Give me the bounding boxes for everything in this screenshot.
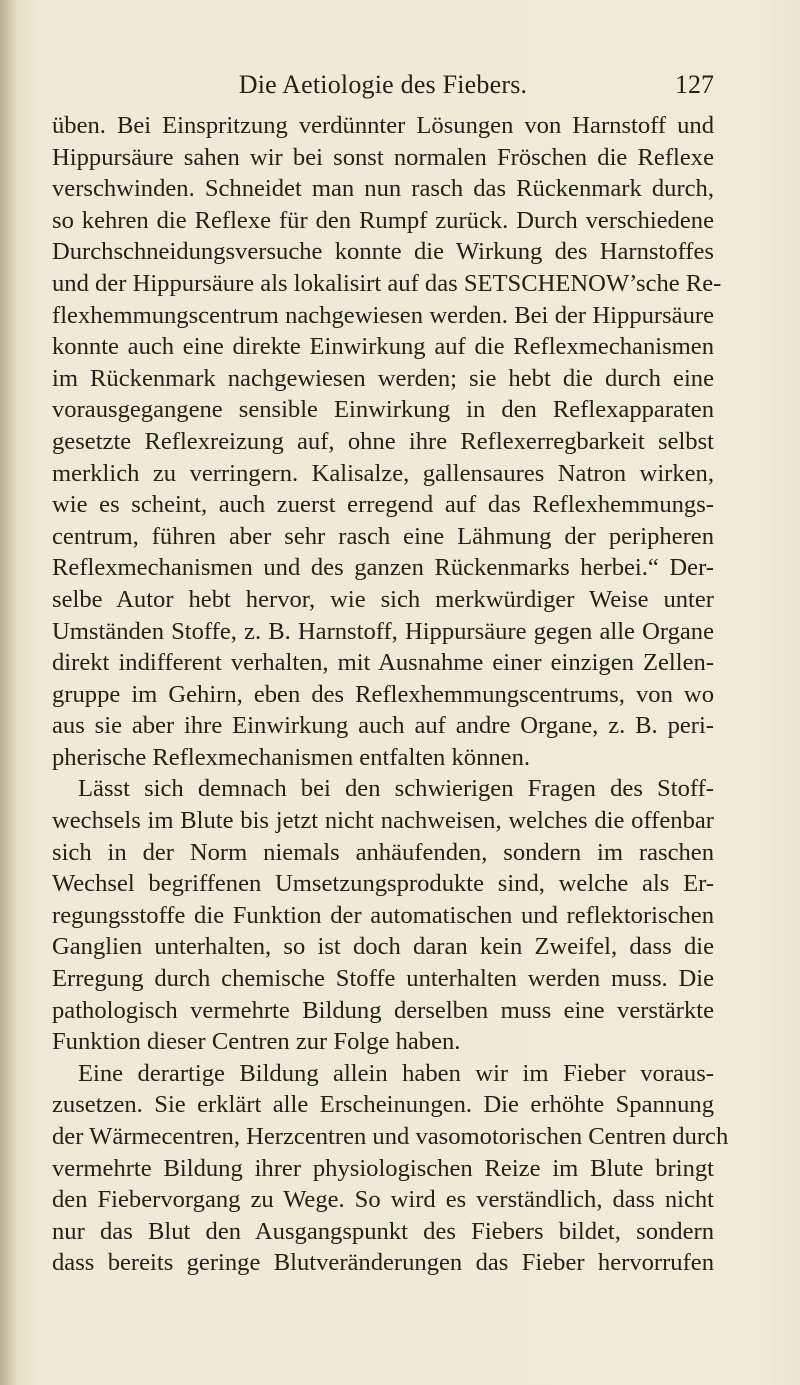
text-line: Umständen Stoffe, z. B. Harnstoff, Hippursäure gegen alle Organe — [52, 617, 714, 645]
text-line: Hippursäure sahen wir bei sonst normalen Fröschen die Reflexe — [52, 143, 714, 171]
text-line: Reflexmechanismen und des ganzen Rückenmarks herbei.“ Der- — [52, 554, 714, 582]
text-line: aus sie aber ihre Einwirkung auch auf andre Organe, z. B. peri- — [52, 712, 714, 740]
text-line: direkt indifferent verhalten, mit Ausnahme einer einzigen Zellen- — [52, 649, 714, 677]
text-line: zusetzen. Sie erklärt alle Erscheinungen. Die erhöhte Spannung — [52, 1091, 714, 1119]
text-line: Durchschneidungsversuche konnte die Wirkung des Harnstoffes — [52, 238, 714, 266]
page-number: 127 — [675, 70, 714, 99]
text-line: vorausgegangene sensible Einwirkung in den Reflexapparaten — [52, 396, 714, 424]
text-line: selbe Autor hebt hervor, wie sich merkwürdiger Weise unter — [52, 585, 714, 613]
text-line: pathologisch vermehrte Bildung derselben muss eine verstärkte — [52, 996, 714, 1024]
text-line: sich in der Norm niemals anhäufenden, sondern im raschen — [52, 838, 714, 866]
running-title: Die Aetiologie des Fiebers. — [238, 70, 528, 99]
text-line: centrum, führen aber sehr rasch eine Lähmung der peripheren — [52, 522, 714, 550]
text-line: vermehrte Bildung ihrer physiologischen Reize im Blute bringt — [52, 1154, 714, 1182]
text-line: pherische Reflexmechanismen entfalten können. — [52, 743, 531, 771]
text-line: Erregung durch chemische Stoffe unterhalten werden muss. Die — [52, 965, 714, 993]
text-line: wie es scheint, auch zuerst erregend auf das Reflexhemmungs- — [52, 491, 714, 519]
text-line: gesetzte Reflexreizung auf, ohne ihre Reflexerregbarkeit selbst — [52, 427, 714, 455]
running-head — [52, 70, 714, 106]
text-line: im Rückenmark nachgewiesen werden; sie hebt die durch eine — [52, 364, 714, 392]
text-line: und der Hippursäure als lokalisirt auf das SETSCHENOW’sche Re- — [52, 269, 722, 297]
text-line: Eine derartige Bildung allein haben wir im Fieber voraus- — [78, 1059, 714, 1087]
text-line: merklich zu verringern. Kalisalze, gallensaures Natron wirken, — [52, 459, 714, 487]
text-line: dass bereits geringe Blutveränderungen das Fieber hervorrufen — [52, 1249, 714, 1277]
text-line: üben. Bei Einspritzung verdünnter Lösungen von Harnstoff und — [52, 112, 714, 139]
text-line: Funktion dieser Centren zur Folge haben. — [52, 1028, 461, 1056]
text-line: Wechsel begriffenen Umsetzungsprodukte sind, welche als Er- — [52, 870, 714, 898]
text-line: flexhemmungscentrum nachgewiesen werden. Bei der Hippursäure — [52, 301, 714, 329]
gutter-shadow — [0, 0, 18, 1385]
text-line: gruppe im Gehirn, eben des Reflexhemmungscentrums, von wo — [52, 680, 714, 708]
text-line: Ganglien unterhalten, so ist doch daran kein Zweifel, dass die — [52, 933, 714, 961]
text-line: regungsstoffe die Funktion der automatischen und reflektorischen — [52, 901, 714, 929]
text-line: Lässt sich demnach bei den schwierigen Fragen des Stoff- — [78, 775, 714, 803]
text-line: nur das Blut den Ausgangspunkt des Fiebers bildet, sondern — [52, 1217, 714, 1245]
text-line: konnte auch eine direkte Einwirkung auf die Reflexmechanismen — [52, 333, 714, 361]
text-line: verschwinden. Schneidet man nun rasch das Rückenmark durch, — [52, 175, 714, 203]
text-line: den Fiebervorgang zu Wege. So wird es verständlich, dass nicht — [52, 1186, 714, 1214]
body-text — [52, 110, 729, 1279]
text-line: wechsels im Blute bis jetzt nicht nachweisen, welches die offenbar — [52, 807, 714, 835]
text-line: der Wärmecentren, Herzcentren und vasomotorischen Centren durch — [52, 1123, 729, 1150]
text-line: so kehren die Reflexe für den Rumpf zurück. Durch verschiedene — [52, 206, 714, 234]
